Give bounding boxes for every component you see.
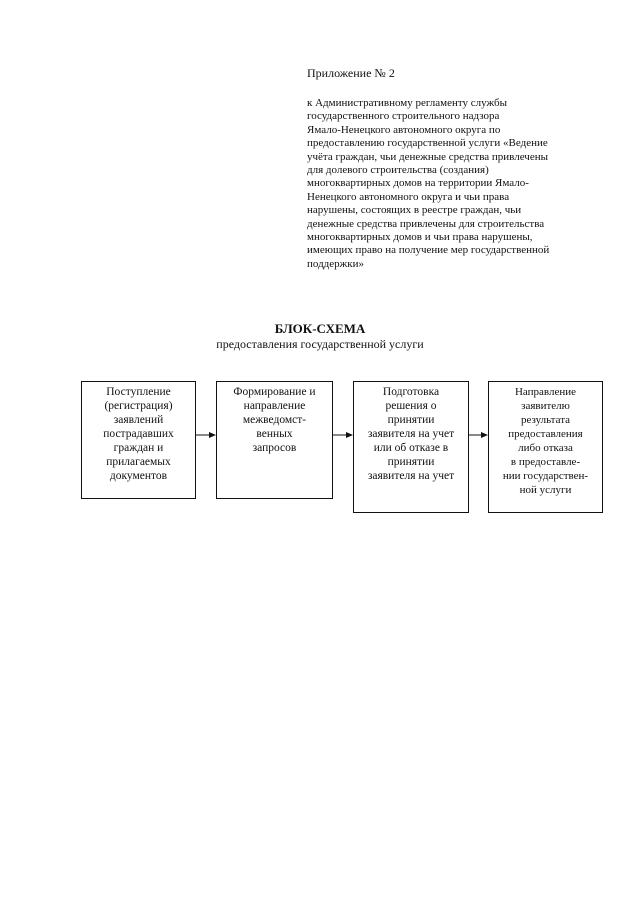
appendix-body bbox=[307, 97, 607, 271]
appendix-line: для долевого строительства (создания) bbox=[307, 164, 489, 177]
step-line: (регистрация) bbox=[104, 400, 173, 412]
step-line: или об отказе в bbox=[373, 442, 449, 454]
appendix-line: предоставлению государственной услуги «Ведение bbox=[307, 137, 548, 150]
step-line: принятии bbox=[387, 414, 435, 426]
appendix-line: денежные средства привлечены для строительства bbox=[307, 217, 545, 230]
step-line: принятии bbox=[387, 456, 435, 468]
appendix-line: Ямало-Ненецкого автономного округа по bbox=[307, 123, 501, 136]
step-line: запросов bbox=[252, 442, 297, 454]
appendix-line: Ненецкого автономного округа и чьи права bbox=[307, 190, 510, 203]
scheme-subtitle: предоставления государственной услуги bbox=[216, 337, 424, 351]
step-line: заявителя на учет bbox=[367, 470, 455, 482]
arrow-3-to-4 bbox=[469, 432, 488, 438]
arrow-1-to-2 bbox=[196, 432, 216, 438]
step-line: Поступление bbox=[106, 386, 171, 398]
step-line: заявлений bbox=[113, 414, 164, 426]
step-box-requests bbox=[216, 381, 333, 499]
step-line: ной услуги bbox=[519, 484, 572, 496]
step-line: прилагаемых bbox=[106, 456, 171, 468]
step-line: направление bbox=[243, 400, 306, 412]
step-line: в предоставле- bbox=[510, 456, 581, 468]
step-line: Направление bbox=[514, 386, 577, 398]
step-line: Формирование и bbox=[233, 386, 316, 398]
arrow-2-to-3 bbox=[333, 432, 353, 438]
step-line: решения о bbox=[385, 400, 437, 412]
appendix-line: к Административному регламенту службы bbox=[307, 97, 507, 109]
step-line: Подготовка bbox=[382, 386, 440, 398]
appendix-line: нарушены, состоящих в реестре граждан, чьи bbox=[307, 204, 522, 217]
step-line: либо отказа bbox=[518, 442, 573, 454]
step-box-result bbox=[488, 381, 603, 513]
step-line: нии государствен- bbox=[502, 470, 589, 482]
appendix-line: поддержки» bbox=[307, 257, 364, 270]
appendix-line: многоквартирных домов на территории Ямало- bbox=[307, 177, 529, 190]
step-line: венных bbox=[256, 428, 293, 440]
step-box-receipt bbox=[81, 381, 196, 499]
appendix-line: государственного строительного надзора bbox=[307, 110, 500, 123]
scheme-title: БЛОК-СХЕМА bbox=[274, 321, 366, 336]
appendix-line: многоквартирных домов и чьи права нарушены, bbox=[307, 231, 533, 244]
step-line: заявителя на учет bbox=[367, 428, 455, 440]
appendix-title: Приложение № 2 bbox=[307, 66, 395, 80]
step-line: результата bbox=[520, 414, 571, 426]
step-line: заявителю bbox=[521, 400, 570, 412]
step-line: предоставления bbox=[508, 428, 583, 440]
appendix-line: имеющих право на получение мер государственной bbox=[307, 244, 550, 257]
appendix-line: учёта граждан, чьи денежные средства привлечены bbox=[307, 150, 548, 163]
step-line: граждан и bbox=[113, 442, 164, 454]
step-box-decision bbox=[353, 381, 469, 513]
step-line: межведомст- bbox=[242, 414, 307, 426]
step-line: документов bbox=[109, 470, 168, 482]
step-line: пострадавших bbox=[103, 428, 174, 440]
